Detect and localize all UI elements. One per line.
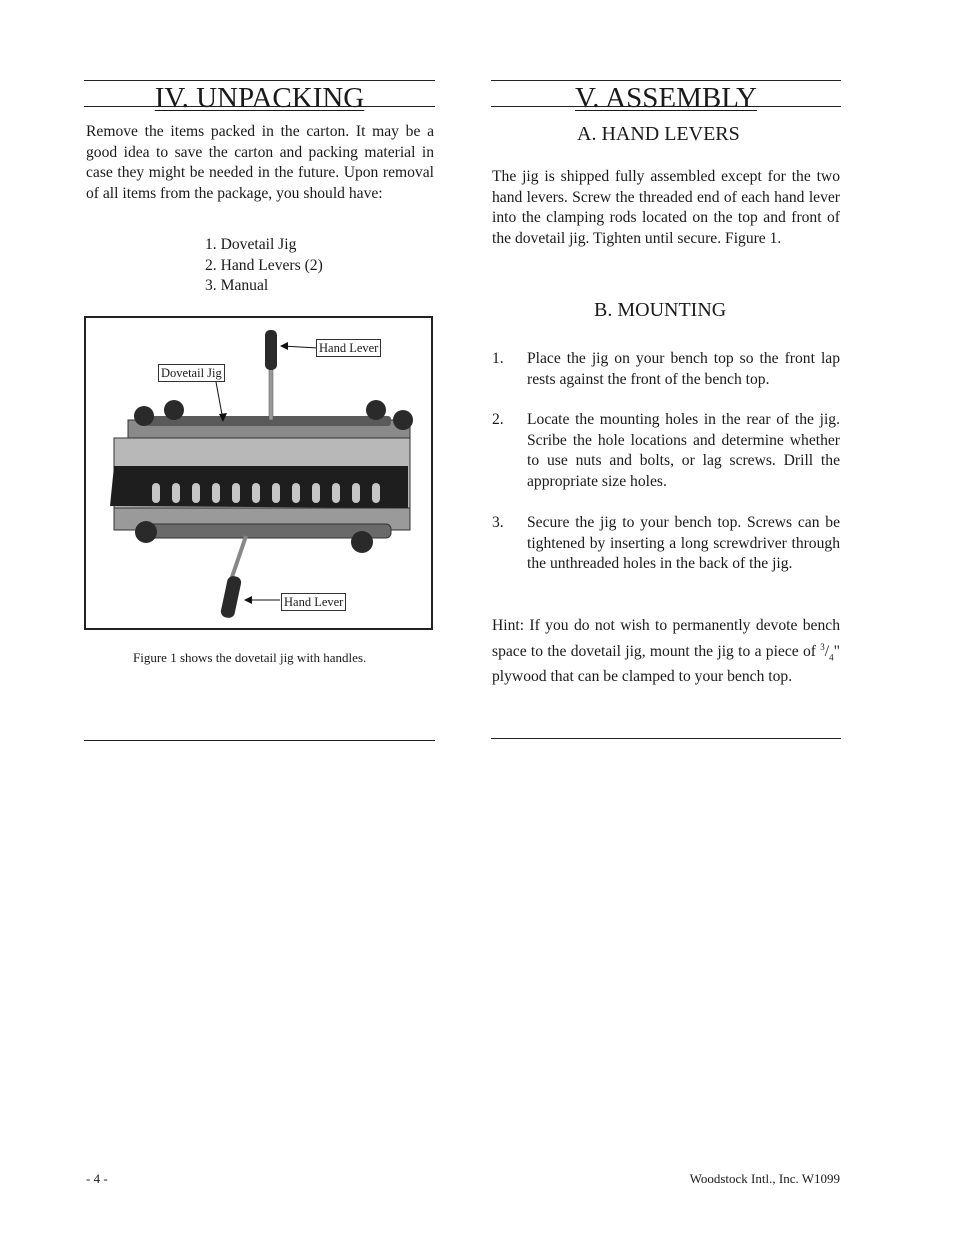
page-number: - 4 - — [86, 1171, 108, 1186]
list-item: 1. Dovetail Jig — [205, 236, 297, 253]
knob-icon — [135, 521, 157, 543]
arrowhead-icon — [244, 596, 252, 604]
assembly-bottom-rule — [491, 738, 841, 739]
dovetail-jig-photo — [86, 318, 431, 628]
top-lever-grip — [265, 330, 277, 370]
unpacking-title: IV. UNPACKING — [154, 82, 365, 114]
knob-icon — [393, 410, 413, 430]
unpacking-intro: Remove the items packed in the carton. It may be a good idea to save the carton and packing material in case they might be needed in the future. Upon removal of all items from the package, you should have: — [86, 123, 434, 202]
step-text: Locate the mounting holes in the rear of the jig. Scribe the hole locations and determine whether to use nuts and bolts, or lag screws. Drill the appropriate size holes. — [527, 411, 840, 490]
knob-icon — [164, 400, 184, 420]
callout-hand-lever-top: Hand Lever — [316, 339, 381, 357]
figure-1-caption: Figure 1 shows the dovetail jig with handles. — [133, 650, 367, 665]
unpacking-top-rule — [84, 80, 435, 81]
figure-1-frame — [84, 316, 433, 630]
hint-text-end: " plywood that can be clamped to your bench top. — [492, 642, 840, 686]
hand-levers-text: The jig is shipped fully assembled except for the two hand levers. Screw the threaded end of each hand lever into the clamping rods located on the top and front of the dovetail jig. Tighten until secure. Figure 1. — [492, 168, 840, 247]
bottom-lever-shaft — [231, 536, 246, 580]
assembly-title: V. ASSEMBLY — [575, 82, 757, 114]
callout-hand-lever-bottom: Hand Lever — [281, 593, 346, 611]
list-item: 2. Hand Levers (2) — [205, 256, 323, 274]
knob-icon — [134, 406, 154, 426]
knob-icon — [366, 400, 386, 420]
callout-dovetail-jig: Dovetail Jig — [158, 364, 225, 382]
step-number: 3. — [492, 514, 504, 531]
arrowhead-icon — [280, 342, 288, 350]
step-number: 1. — [492, 350, 504, 367]
bottom-lever-grip — [220, 575, 242, 619]
knob-icon — [351, 531, 373, 553]
step-number: 2. — [492, 411, 504, 428]
mounting-hint: Hint: If you do not wish to permanently devote bench space to the dovetail jig, mount the jig to a piece of $^3/_4$" plywood that can be clamped to your bench top. — [492, 617, 840, 686]
assembly-top-rule — [491, 80, 841, 81]
unpacking-item-list — [205, 235, 323, 297]
hint-text-start: Hint: If you do not wish to permanently devote bench space to the dovetail jig, mount the jig to a piece of — [492, 617, 840, 660]
hand-levers-heading: A. HAND LEVERS — [577, 123, 740, 145]
fraction-numerator: 3 — [820, 641, 825, 652]
unpacking-bottom-rule — [84, 740, 435, 741]
footer-company: Woodstock Intl., Inc. W1099 — [689, 1171, 840, 1186]
mounting-heading: B. MOUNTING — [594, 299, 727, 321]
rear-clamp-bar — [146, 416, 391, 426]
step-text: Secure the jig to your bench top. Screws can be tightened by inserting a long screwdriver through the unthreaded holes in the back of the jig. — [527, 514, 840, 572]
list-item: 3. Manual — [205, 277, 269, 294]
step-text: Place the jig on your bench top so the front lap rests against the front of the bench top. — [527, 350, 840, 388]
fraction-denominator: 4 — [829, 651, 834, 662]
